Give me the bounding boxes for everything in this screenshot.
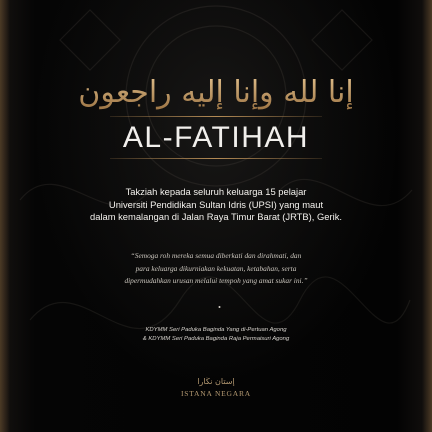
quote-line: “Semoga roh mereka semua diberkati dan dirahmati, dan: [130, 251, 302, 260]
right-gold-edge: [422, 0, 432, 432]
arabic-calligraphy: [78, 58, 354, 118]
page-title: AL-FATIHAH: [122, 121, 310, 154]
crescent-star-icon: [210, 300, 222, 314]
istana-negara-logo-text: ISTANA NEGARA: [180, 389, 251, 398]
royal-line: KDYMM Seri Paduka Baginda Yang di-Pertuan Agong: [145, 327, 287, 333]
istana-negara-jawi: إستان نڬارا: [197, 377, 235, 386]
royal-line: & KDYMM Seri Paduka Baginda Raja Permaisuri Agong: [142, 336, 290, 342]
prayer-quote: [50, 250, 382, 288]
left-gold-edge: [0, 0, 10, 432]
condolence-line: Takziah kepada seluruh keluarga 15 pelajar: [125, 186, 307, 197]
condolence-line: dalam kemalangan di Jalan Raya Timur Barat (JRTB), Gerik.: [89, 211, 342, 222]
title-bottom-rule: [110, 158, 322, 159]
calligraphy-text: إنا لله وإنا إليه راجعون: [78, 75, 354, 110]
condolence-message: [40, 186, 392, 224]
quote-line: para keluarga dikurniakan kekuatan, ketabahan, serta: [135, 263, 297, 273]
title-top-rule: [110, 116, 322, 117]
quote-line: dipermudahkan urusan melalui tempoh yang amat sukar ini.”: [124, 276, 308, 285]
condolence-line: Universiti Pendidikan Sultan Idris (UPSI) yang maut: [108, 198, 324, 210]
royal-signatories: [60, 326, 372, 344]
